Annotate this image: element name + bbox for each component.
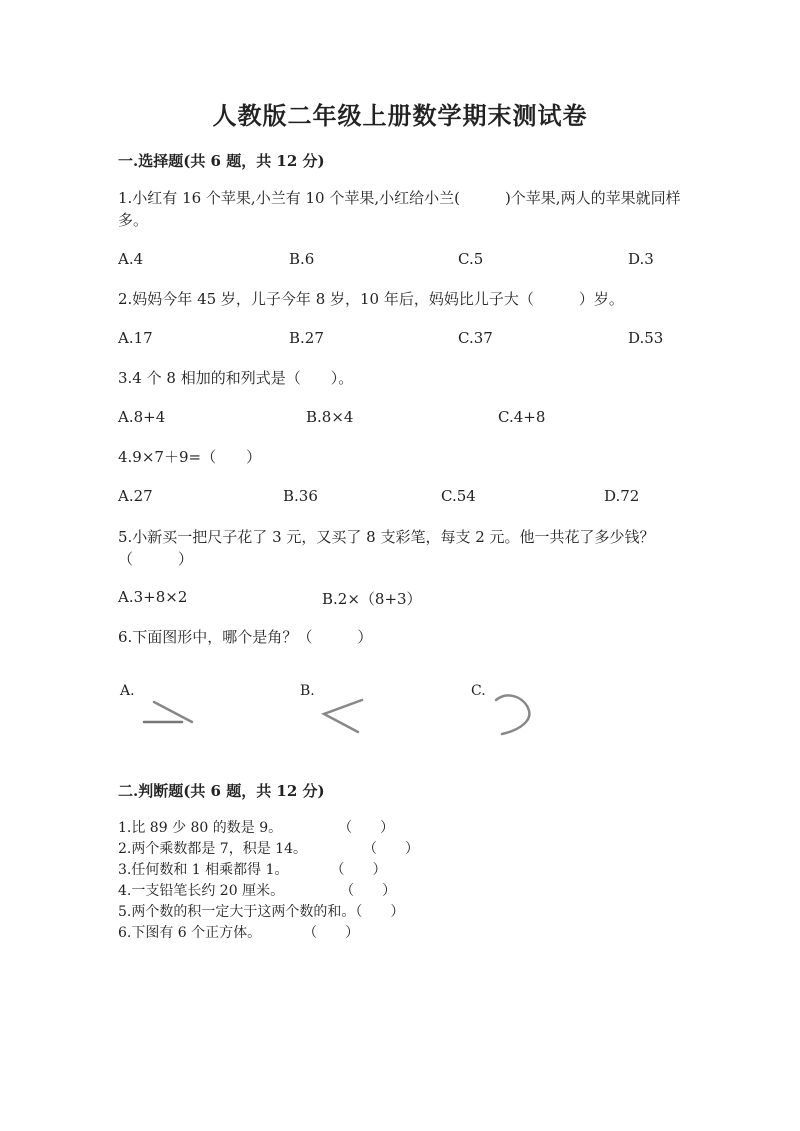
figure-b-angle xyxy=(318,696,368,736)
judge-item-5: 5.两个数的积一定大于这两个数的和。（ ） xyxy=(118,904,405,920)
question-4-option-c[interactable]: C.54 xyxy=(441,487,476,505)
question-2-text: 2.妈妈今年 45 岁，儿子今年 8 岁，10 年后，妈妈比儿子大（ ）岁。 xyxy=(118,290,624,308)
question-5-option-b[interactable]: B.2×（8+3） xyxy=(322,590,422,608)
judge-item-4: 4.一支铅笔长约 20 厘米。 （ ） xyxy=(118,883,397,899)
section-heading-truefalse: 二.判断题(共 6 题，共 12 分) xyxy=(118,782,325,800)
question-1-option-b[interactable]: B.6 xyxy=(289,250,315,268)
question-4-option-b[interactable]: B.36 xyxy=(283,487,318,505)
question-5-text: 5.小新买一把尺子花了 3 元，又买了 8 支彩笔，每支 2 元。他一共花了多少钱？（ ） xyxy=(118,528,655,568)
question-2-option-c[interactable]: C.37 xyxy=(458,329,493,347)
page-title: 人教版二年级上册数学期末测试卷 xyxy=(212,101,588,130)
question-4-option-d[interactable]: D.72 xyxy=(604,487,640,505)
question-1-option-a[interactable]: A.4 xyxy=(118,250,144,268)
question-5-option-a[interactable]: A.3+8×2 xyxy=(118,588,188,606)
question-3-option-c[interactable]: C.4+8 xyxy=(498,408,546,426)
question-3-text: 3.4 个 8 相加的和列式是（ ）。 xyxy=(118,369,354,387)
question-6-option-b[interactable]: B. xyxy=(300,683,315,699)
question-2-option-a[interactable]: A.17 xyxy=(118,329,153,347)
question-2-option-b[interactable]: B.27 xyxy=(289,329,324,347)
question-6-text: 6.下面图形中，哪个是角？（ ） xyxy=(118,628,373,646)
judge-item-2: 2.两个乘数都是 7，积是 14。 （ ） xyxy=(118,841,419,857)
question-1-option-d[interactable]: D.3 xyxy=(628,250,654,268)
judge-item-3: 3.任何数和 1 相乘都得 1。 （ ） xyxy=(118,862,387,878)
figure-c-curve xyxy=(490,690,540,740)
judge-item-6: 6.下图有 6 个正方体。 （ ） xyxy=(118,925,360,941)
question-4-option-a[interactable]: A.27 xyxy=(118,487,153,505)
section-heading-choice: 一.选择题(共 6 题，共 12 分) xyxy=(118,152,325,170)
question-3-option-a[interactable]: A.8+4 xyxy=(118,408,166,426)
question-6-option-c[interactable]: C. xyxy=(471,683,486,699)
judge-item-1: 1.比 89 少 80 的数是 9。 （ ） xyxy=(118,820,395,836)
question-1-text: 1.小红有 16 个苹果,小兰有 10 个苹果,小红给小兰( )个苹果,两人的苹果就同样多。 xyxy=(118,189,681,229)
question-6-option-a[interactable]: A. xyxy=(120,683,135,699)
question-4-text: 4.9×7＋9=（ ） xyxy=(118,448,262,466)
question-3-option-b[interactable]: B.8×4 xyxy=(306,408,354,426)
question-1-option-c[interactable]: C.5 xyxy=(458,250,484,268)
figure-a-lines xyxy=(140,696,200,730)
question-2-option-d[interactable]: D.53 xyxy=(628,329,664,347)
